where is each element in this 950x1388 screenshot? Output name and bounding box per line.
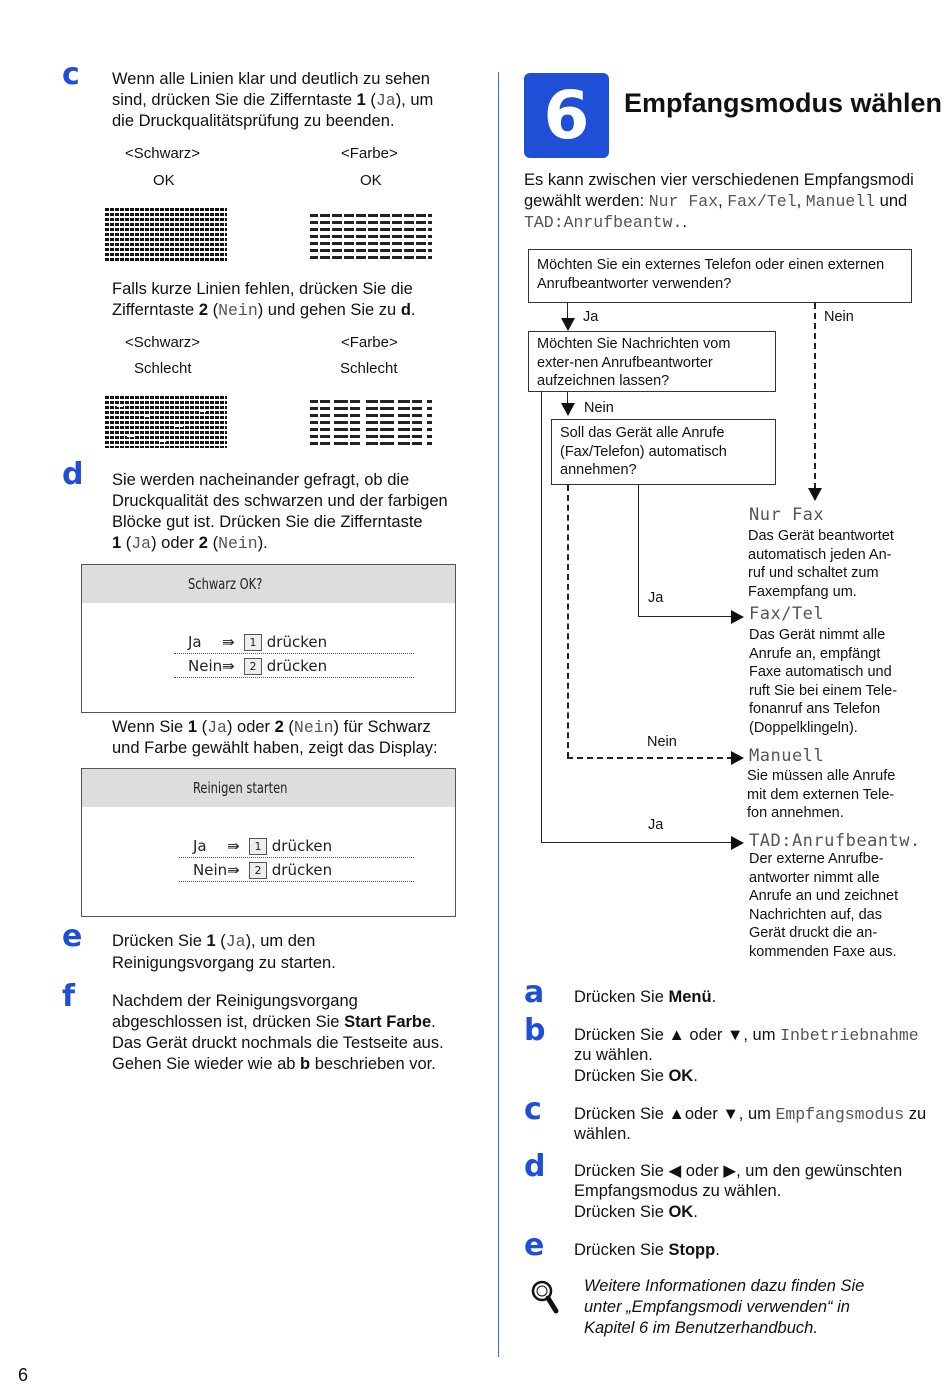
step-c-text-2: sind, drücken Sie die Zifferntaste 1 (Ja), um [112,91,434,110]
flow-line-dashed [567,485,569,758]
label-ok-black: OK [153,172,175,189]
flow-question-3: Soll das Gerät alle Anrufe (Fax/Telefon) automatisch annehmen? [551,419,776,485]
magnifier-icon [530,1279,560,1315]
step-f-text-2: abgeschlossen ist, drücken Sie Start Farbe. [112,1013,436,1031]
mode-manuell-desc: Sie müssen alle Anrufe mit dem externen Tele- fon annehmen. [747,768,896,821]
arrow-icon: ⇛ [222,657,235,675]
mode-tad-name: TAD:Anrufbeantw. [749,831,921,851]
key-1-icon: 1 [249,838,267,855]
step-f-text-1: Nachdem der Reinigungsvorgang [112,992,358,1010]
flow-label-q2-no: Nein [584,400,614,416]
mode-tad-desc: Der externe Anrufbe- antworter nimmt alle Anrufe an und zeichnet Nachrichten auf, das Gerät druckt die an- kommenden Faxe aus. [749,851,899,960]
step-b-text-3: Drücken Sie OK. [574,1067,698,1085]
lcd-title: Schwarz OK? [188,575,263,593]
label-black-2: <Schwarz> [125,334,201,351]
key-2-icon: 2 [249,862,267,879]
flow-label-q3-yes: Ja [648,590,664,606]
flow-line [541,842,733,843]
lcd-row-ja: Ja ⇛ 1 drücken [174,631,414,654]
arrow-icon: ⇛ [227,861,240,879]
arrow-right-icon [731,836,744,850]
flow-line [541,392,542,842]
right-triangle-icon: ▶ [723,1162,737,1180]
after-lcd-text-1: Wenn Sie 1 (Ja) oder 2 (Nein) für Schwarz [112,718,431,737]
label-black: <Schwarz> [125,145,201,162]
lcd-row-nein: Nein⇛ 2 drücken [174,655,414,678]
step-letter-e: e [62,919,83,954]
flow-label-q3-no: Nein [647,734,677,750]
step-c-text-3: die Druckqualitätsprüfung zu beenden. [112,112,395,130]
step-letter-d: d [62,457,84,492]
mode-nur-fax-name: Nur Fax [749,505,825,525]
pattern-color-bad [310,396,432,448]
flow-label-q1-yes: Ja [583,309,599,325]
step-letter-a: a [524,975,545,1010]
step-e-right-text: Drücken Sie Stopp. [574,1241,720,1259]
label-bad-black: Schlecht [134,360,192,377]
label-ok-color: OK [360,172,382,189]
pattern-black-bad [105,396,227,448]
arrow-right-icon [731,610,744,624]
arrow-right-icon [731,751,744,765]
step-d-text-4: 1 (Ja) oder 2 (Nein). [112,534,268,553]
step-letter-c-right: c [524,1092,542,1127]
step-d-text-1: Sie werden nacheinander gefragt, ob die [112,471,410,489]
column-divider [498,72,499,1357]
step-d-text-3: Blöcke gut ist. Drücken Sie die Zifferntaste [112,513,423,531]
pattern-black-ok [105,208,227,262]
flow-question-1: Möchten Sie ein externes Telefon oder einen externen Anrufbeantworter verwenden? [528,249,912,303]
up-triangle-icon: ▲ [668,1105,685,1123]
flow-line-dashed [567,757,733,759]
down-triangle-icon: ▼ [722,1105,739,1123]
arrow-icon: ⇛ [227,837,240,855]
step-c-right-text-2: wählen. [574,1125,631,1143]
intro-text-2: gewählt werden: Nur Fax, Fax/Tel, Manuell und [524,192,908,211]
flow-line [638,485,639,616]
step-e-text-1: Drücken Sie 1 (Ja), um den [112,932,316,951]
step-c-right-text-1: Drücken Sie ▲oder ▼, um Empfangsmodus zu [574,1105,927,1124]
step-letter-c: c [62,57,80,92]
mode-nur-fax-desc: Das Gerät beantwortet automatisch jeden An- ruf und schaltet zum Faxempfang um. [748,528,894,600]
intro-text-1: Es kann zwischen vier verschiedenen Empfangsmodi [524,171,914,189]
flow-question-2: Möchten Sie Nachrichten vom exter-nen Anrufbeantworter aufzeichnen lassen? [528,331,776,392]
step-d-right-text-3: Drücken Sie OK. [574,1203,698,1221]
mode-manuell-name: Manuell [749,746,825,766]
step-number-badge: 6 [524,73,609,158]
step-a-text: Drücken Sie Menü. [574,988,717,1006]
lcd-row-nein: Nein⇛ 2 drücken [179,859,414,882]
step-letter-d-right: d [524,1149,546,1184]
mode-fax-tel-name: Fax/Tel [749,604,825,624]
step-letter-f: f [62,979,76,1014]
step-d-text-2: Druckqualität des schwarzen und der farbigen [112,492,448,510]
lcd-title: Reinigen starten [193,779,288,797]
step-b-text-2: zu wählen. [574,1046,653,1064]
arrow-down-icon [561,318,575,331]
step-c-text-1: Wenn alle Linien klar und deutlich zu sehen [112,70,430,88]
arrow-icon: ⇛ [222,633,235,651]
after-lcd-text-2: und Farbe gewählt haben, zeigt das Display: [112,739,438,757]
key-2-icon: 2 [244,658,262,675]
arrow-down-icon [808,488,822,501]
down-triangle-icon: ▼ [727,1026,744,1044]
pattern-color-ok [310,208,432,262]
label-color: <Farbe> [341,145,398,162]
step-f-text-3: Das Gerät druckt nochmals die Testseite aus. [112,1034,444,1052]
flow-label-q2-yes: Ja [648,817,664,833]
flow-line [638,616,733,617]
page-number: 6 [18,1365,29,1385]
step-b-text-1: Drücken Sie ▲ oder ▼, um Inbetriebnahme [574,1026,919,1045]
step-letter-e-right: e [524,1228,545,1263]
key-1-icon: 1 [244,634,262,651]
label-color-2: <Farbe> [341,334,398,351]
lcd-display-cleaning [81,768,456,917]
step-d-right-text-2: Empfangsmodus zu wählen. [574,1182,782,1200]
step-d-right-text-1: Drücken Sie ◀ oder ▶, um den gewünschten [574,1162,903,1180]
step-f-text-4: Gehen Sie wieder wie ab b beschrieben vor. [112,1055,436,1073]
flow-label-q1-no: Nein [824,309,854,325]
missing-text-1: Falls kurze Linien fehlen, drücken Sie die [112,280,413,298]
lcd-display-black-ok [81,564,456,713]
section-title: Empfangsmodus wählen [624,88,943,118]
flow-line-dashed [814,303,816,489]
mode-fax-tel-desc: Das Gerät nimmt alle Anrufe an, empfängt Faxe automatisch und ruft Sie bei einem Tele- fonanruf ans Telefon (Doppelklingeln). [749,627,898,736]
step-e-text-2: Reinigungsvorgang zu starten. [112,954,336,972]
label-bad-color: Schlecht [340,360,398,377]
intro-text-3: TAD:Anrufbeantw.. [524,213,688,232]
lcd-row-ja: Ja ⇛ 1 drücken [179,835,414,858]
up-triangle-icon: ▲ [668,1026,685,1044]
missing-text-2: Zifferntaste 2 (Nein) und gehen Sie zu d. [112,301,416,320]
left-triangle-icon: ◀ [668,1162,682,1180]
note-text: Weitere Informationen dazu finden Sie unter „Empfangsmodi verwenden“ in Kapitel 6 im Benutzerhandbuch. [584,1277,865,1337]
flow-line [567,303,568,319]
step-letter-b: b [524,1013,546,1048]
arrow-down-icon [561,403,575,416]
